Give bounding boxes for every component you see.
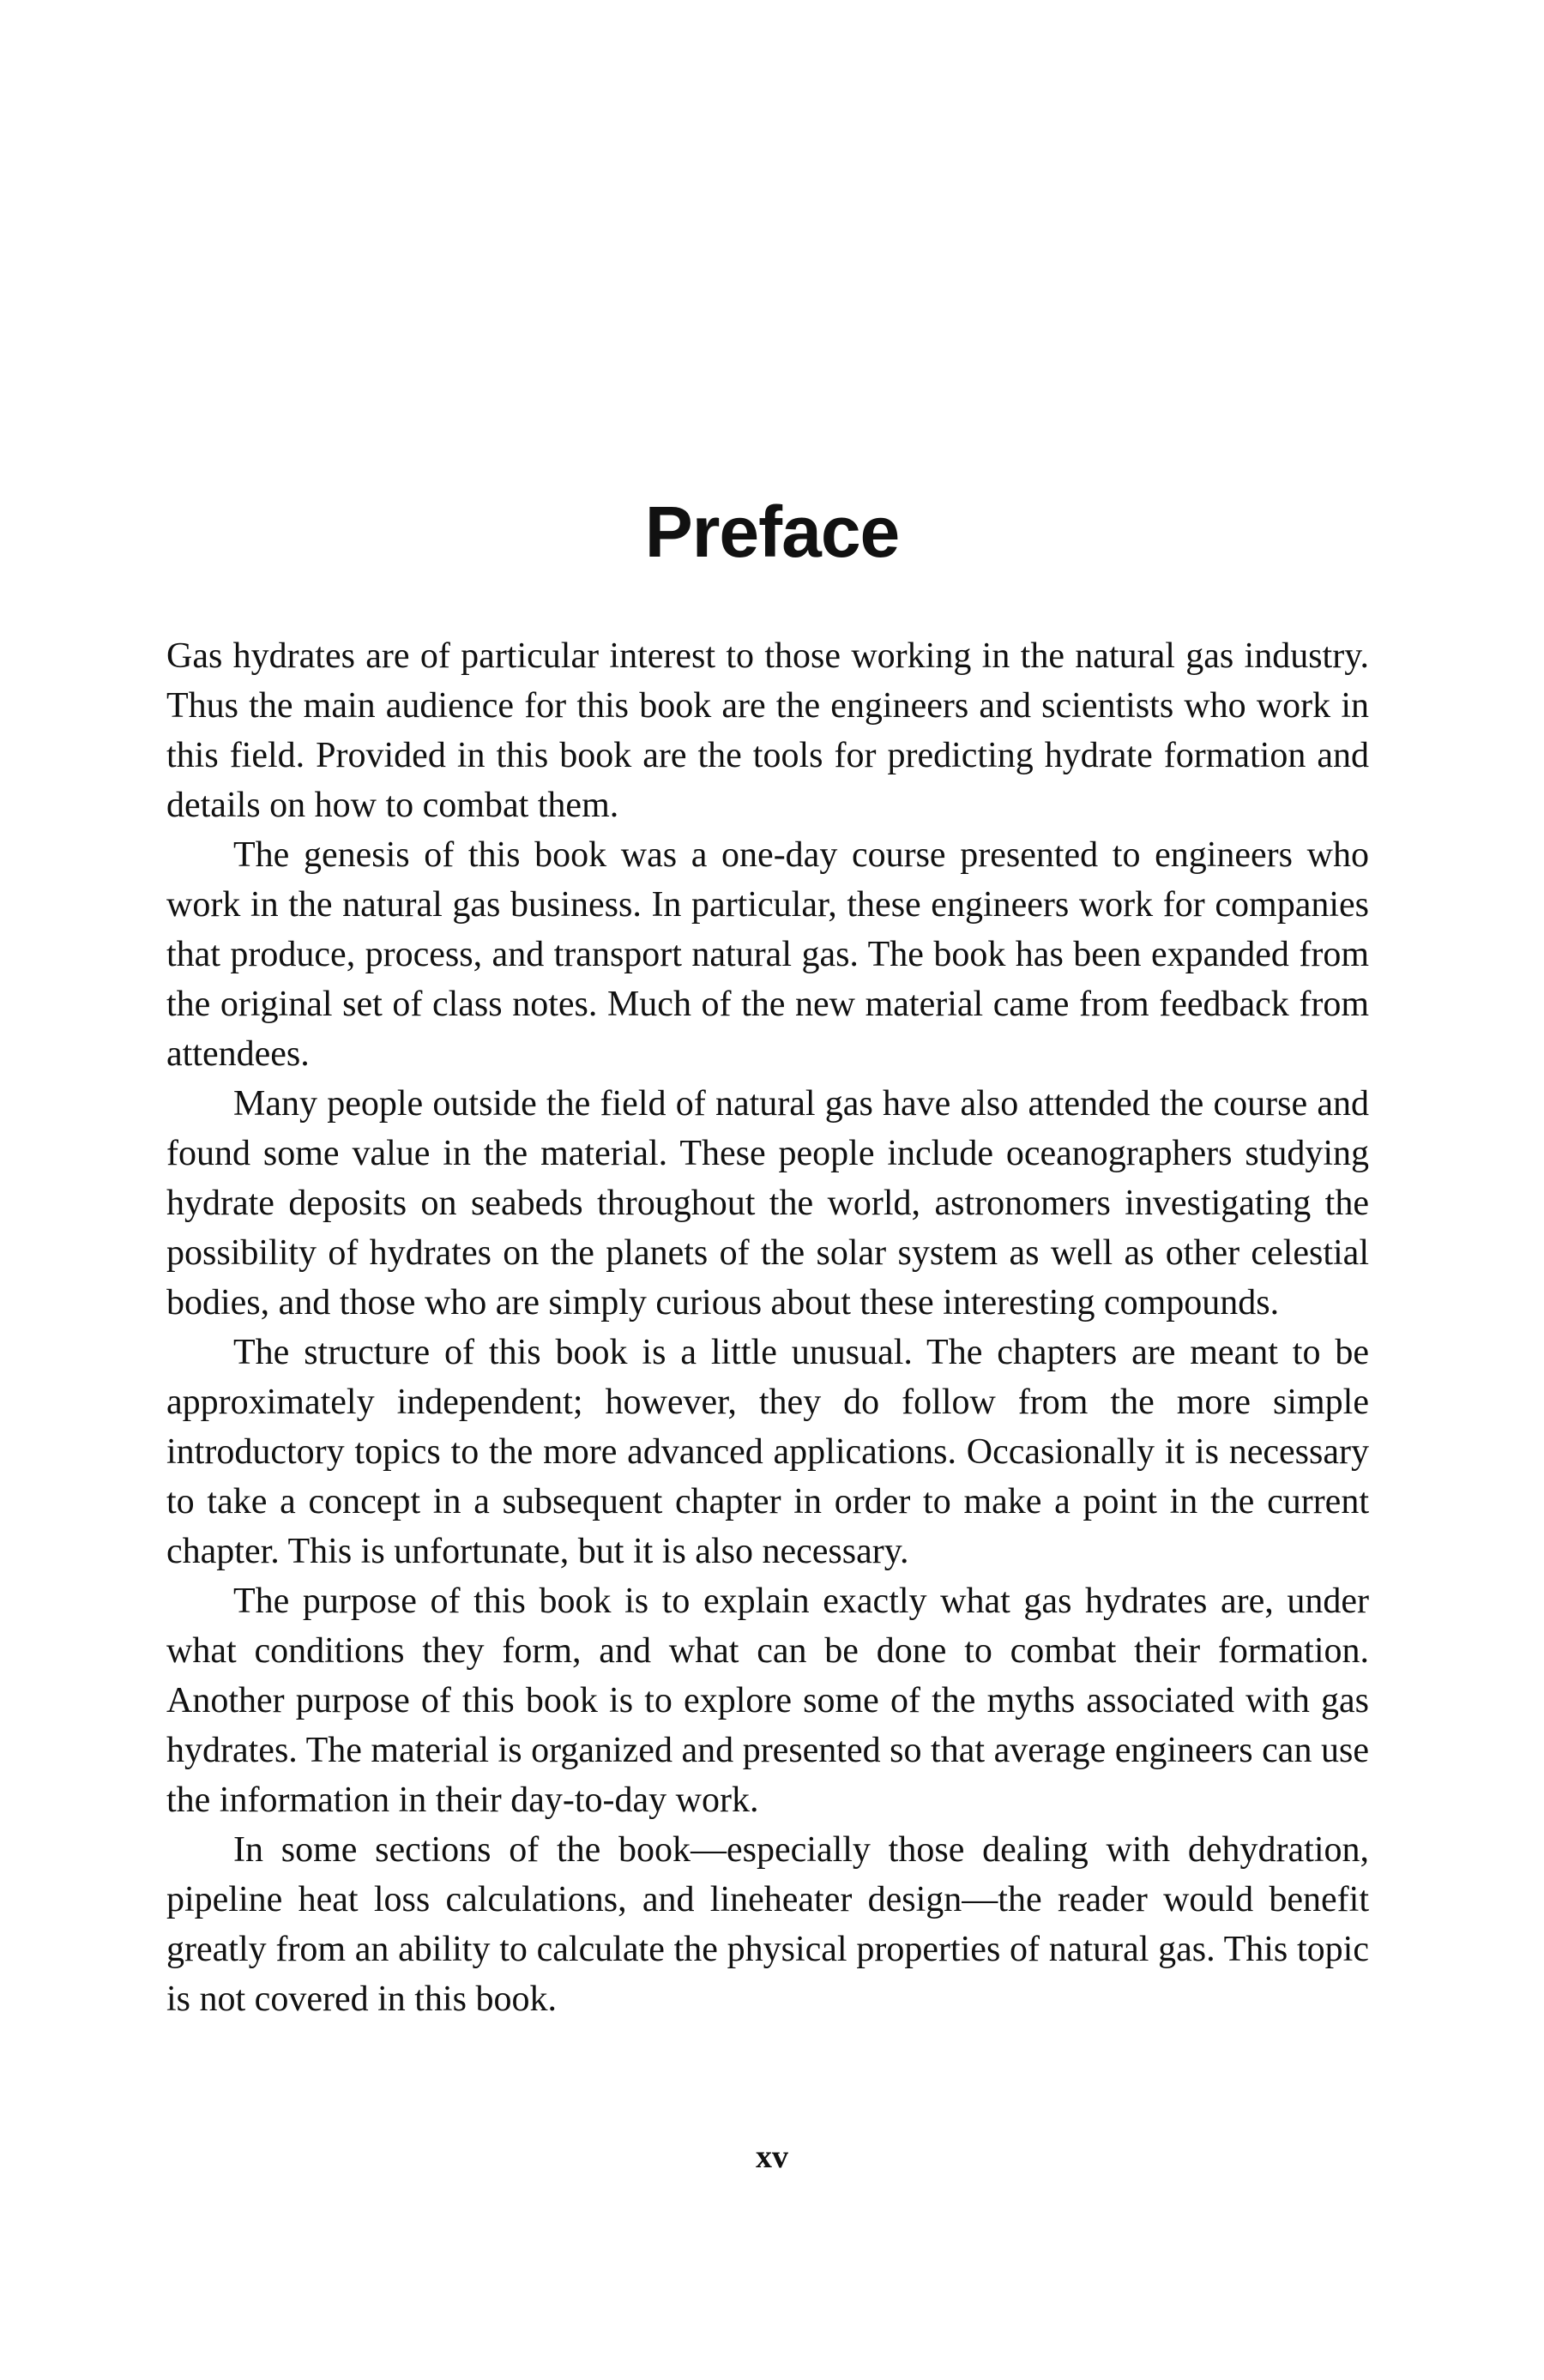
paragraph-4: The structure of this book is a little unusual. The chapters are meant to be approximately independent; however, they do follow from the more simple introductory topics to the more advanced applications. Occasionally it is necessary to take a concept in a subsequent chapter in order to make a point in the current chapter. This is unfortunate, but it is also necessary. bbox=[166, 1333, 1369, 1571]
page-title: Preface bbox=[644, 491, 900, 572]
page-number: xv bbox=[756, 2139, 788, 2175]
paragraph-5: The purpose of this book is to explain exactly what gas hydrates are, under what conditions they form, and what can be done to combat their formation. Another purpose of this book is to explore some of the myths associated with gas hydrates. The material is organized and presented so that average engineers can use the information in their day-to-day work. bbox=[166, 1582, 1369, 1820]
paragraph-6: In some sections of the book—especially those dealing with dehydration, pipeline heat loss calculations, and lineheater design—the reader would benefit greatly from an ability to calculate the physical properties of natural gas. This topic is not covered in this book. bbox=[166, 1830, 1369, 2019]
preface-body bbox=[166, 631, 1369, 2024]
paragraph-1: Gas hydrates are of particular interest to those working in the natural gas industry. Thus the main audience for this book are the engineers and scientists who work in this field. Provided in this book are the tools for predicting hydrate formation and details on how to combat them. bbox=[166, 636, 1369, 825]
paragraph-3: Many people outside the field of natural gas have also attended the course and found some value in the material. These people include oceanographers studying hydrate deposits on seabeds throughout the world, astronomers investigating the possibility of hydrates on the planets of the solar system as well as other celestial bodies, and those who are simply curious about these interesting compounds. bbox=[166, 1084, 1369, 1323]
paragraph-2: The genesis of this book was a one-day course presented to engineers who work in the natural gas business. In particular, these engineers work for companies that produce, process, and transport natural gas. The book has been expanded from the original set of class notes. Much of the new material came from feedback from attendees. bbox=[166, 835, 1369, 1074]
